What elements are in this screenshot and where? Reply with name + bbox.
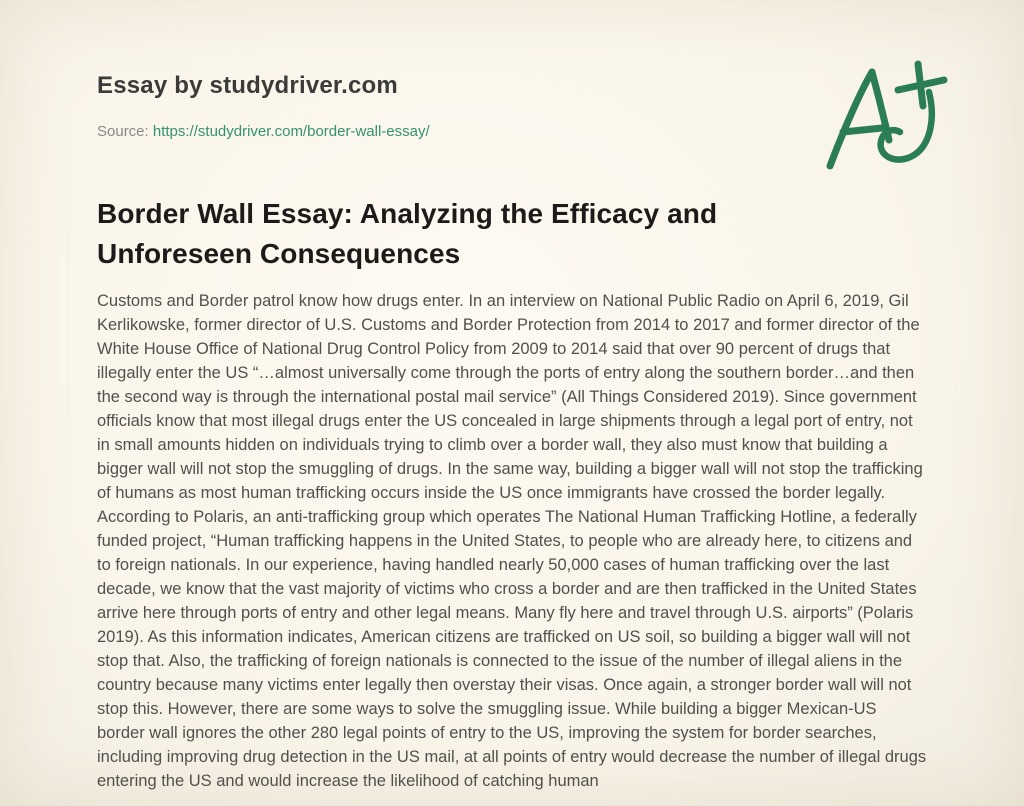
page-title: Essay by studydriver.com — [97, 72, 398, 99]
source-link[interactable]: https://studydriver.com/border-wall-essay/ — [152, 123, 430, 140]
essay-title: Border Wall Essay: Analyzing the Efficacy and Unforeseen Consequences — [97, 198, 718, 269]
aplus-logo-icon — [812, 52, 952, 184]
source-line — [97, 123, 430, 140]
source-label: Source: — [97, 123, 149, 140]
essay-body-paragraph: Customs and Border patrol know how drugs enter. In an interview on National Public Radio on April 6, 2019, Gil Kerlikowske, former director of U.S. Customs and Border Protection from 2014 to 2017 and former director of the White House Office of National Drug Control Policy from 2009 to 2014 said that over 90 percent of drugs that illegally enter the US “…almost universally come through the ports of entry along the southern border…and then the second way is through the international postal mail service” (All Things Considered 2019). Since government officials know that most illegal drugs enter the US concealed in large shipments through a legal port of entry, not in small amounts hidden on individuals trying to climb over a border wall, they also must know that building a bigger wall will not stop the smuggling of drugs. In the same way, building a bigger wall will not stop the trafficking of humans as most human trafficking occurs inside the US once immigrants have crossed the border legally. According to Polaris, an anti-trafficking group which operates The National Human Trafficking Hotline, a federally funded project, “Human trafficking happens in the United States, to people who are already here, to citizens and to foreign nationals. In our experience, having handled nearly 50,000 cases of human trafficking over the last decade, we know that the vast majority of victims who cross a border and are then trafficked in the United States arrive here through ports of entry and other legal means. Many fly here and travel through U.S. airports” (Polaris 2019). As this information indicates, American citizens are trafficked on US soil, so building a bigger wall will not stop that. Also, the trafficking of foreign nationals is connected to the issue of the number of illegal aliens in the country because many victims enter legally then overstay their visas. Once again, a stronger border wall will not stop this. However, there are some ways to solve the smuggling issue. While building a bigger Mexican-US border wall ignores the other 280 legal points of entry to the US, improving the system for border searches, including improving drug detection in the US mail, at all points of entry would decrease the number of illegal drugs entering the US and would increase the likelihood of catching human — [97, 292, 927, 790]
